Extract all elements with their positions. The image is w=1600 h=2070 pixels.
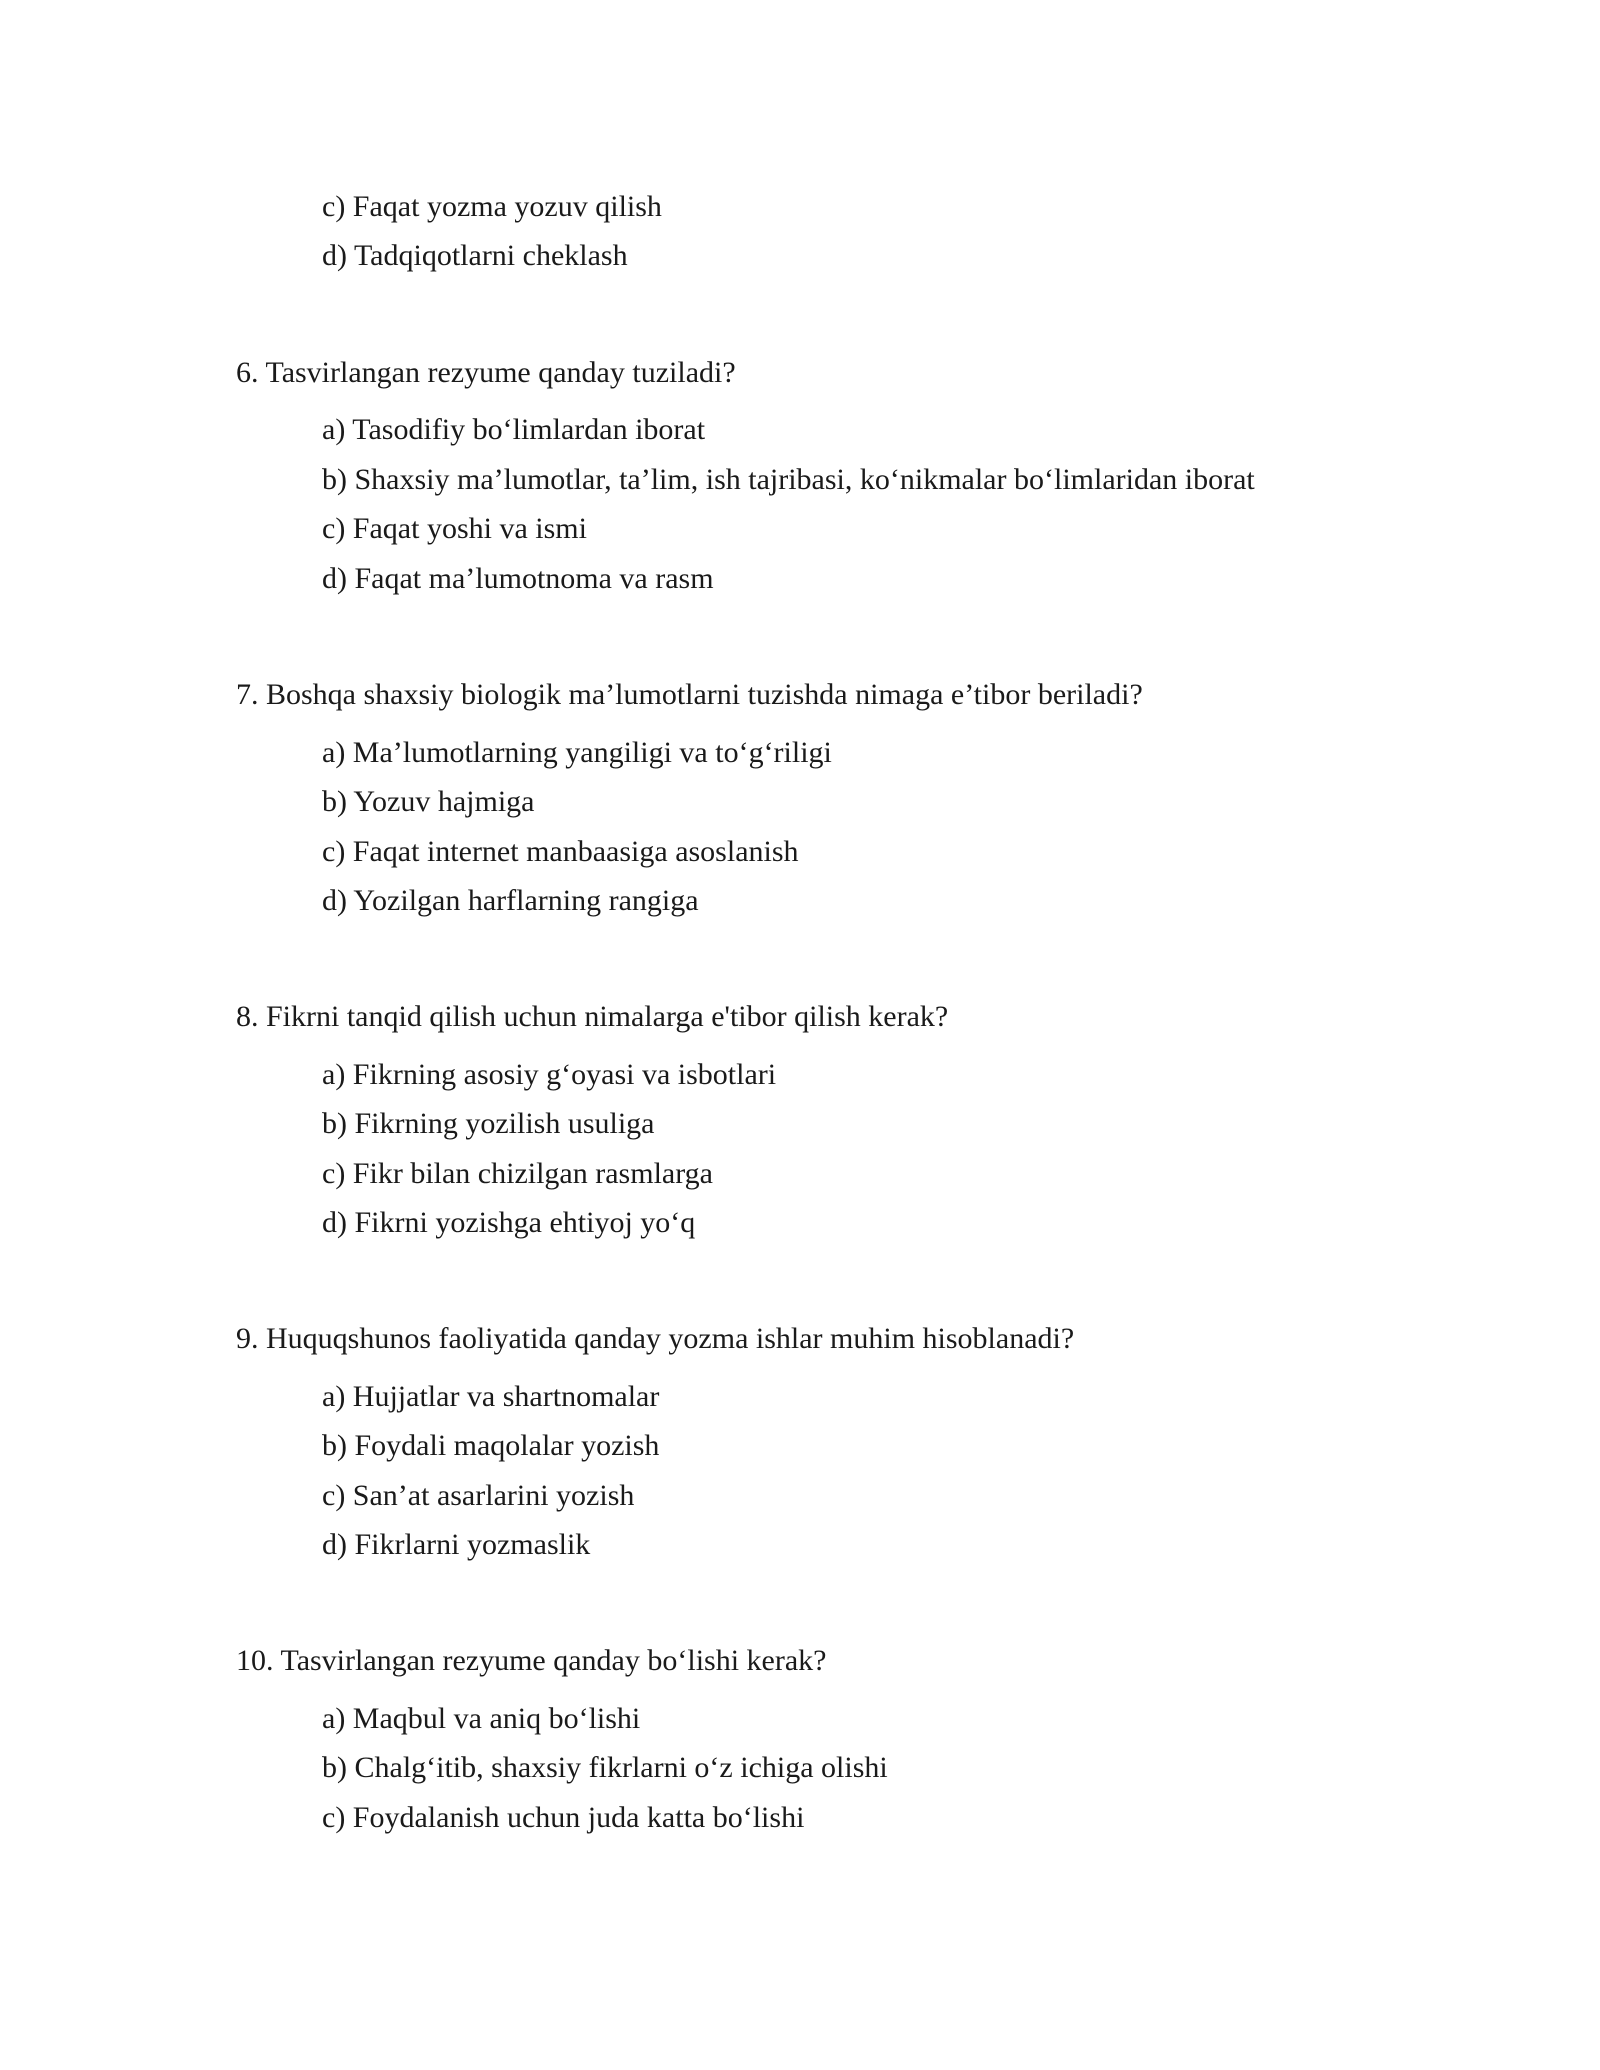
- option-6c: c) Faqat yoshi va ismi: [322, 512, 587, 545]
- option-9b: b) Foydali maqolalar yozish: [322, 1429, 660, 1462]
- option-7b: b) Yozuv hajmiga: [322, 785, 535, 818]
- option-7a: a) Ma’lumotlarning yangiligi va to‘g‘riligi: [322, 736, 832, 769]
- option-5c: c) Faqat yozma yozuv qilish: [322, 190, 662, 223]
- question-9: 9. Huquqshunos faoliyatida qanday yozma ishlar muhim hisoblanadi?: [236, 1322, 1075, 1355]
- option-7c: c) Faqat internet manbaasiga asoslanish: [322, 835, 799, 868]
- option-9c: c) San’at asarlarini yozish: [322, 1479, 635, 1512]
- question-10: 10. Tasvirlangan rezyume qanday bo‘lishi kerak?: [236, 1644, 827, 1677]
- option-10c: c) Foydalanish uchun juda katta bo‘lishi: [322, 1801, 805, 1834]
- question-8: 8. Fikrni tanqid qilish uchun nimalarga e'tibor qilish kerak?: [236, 1000, 949, 1033]
- option-6d: d) Faqat ma’lumotnoma va rasm: [322, 562, 714, 595]
- option-10a: a) Maqbul va aniq bo‘lishi: [322, 1702, 641, 1735]
- option-6a: a) Tasodifiy bo‘limlardan iborat: [322, 413, 706, 446]
- question-6: 6. Tasvirlangan rezyume qanday tuziladi?: [236, 356, 736, 389]
- option-8c: c) Fikr bilan chizilgan rasmlarga: [322, 1157, 713, 1190]
- option-8b: b) Fikrning yozilish usuliga: [322, 1107, 655, 1140]
- option-8d: d) Fikrni yozishga ehtiyoj yo‘q: [322, 1206, 696, 1239]
- option-7d: d) Yozilgan harflarning rangiga: [322, 884, 699, 917]
- option-9a: a) Hujjatlar va shartnomalar: [322, 1380, 660, 1413]
- option-10b: b) Chalg‘itib, shaxsiy fikrlarni o‘z ichiga olishi: [322, 1751, 888, 1784]
- option-8a: a) Fikrning asosiy g‘oyasi va isbotlari: [322, 1058, 777, 1091]
- option-6b: b) Shaxsiy ma’lumotlar, ta’lim, ish tajribasi, ko‘nikmalar bo‘limlaridan iborat: [322, 463, 1255, 496]
- option-5d: d) Tadqiqotlarni cheklash: [322, 239, 628, 272]
- question-7: 7. Boshqa shaxsiy biologik ma’lumotlarni tuzishda nimaga e’tibor beriladi?: [236, 678, 1143, 711]
- option-9d: d) Fikrlarni yozmaslik: [322, 1528, 591, 1561]
